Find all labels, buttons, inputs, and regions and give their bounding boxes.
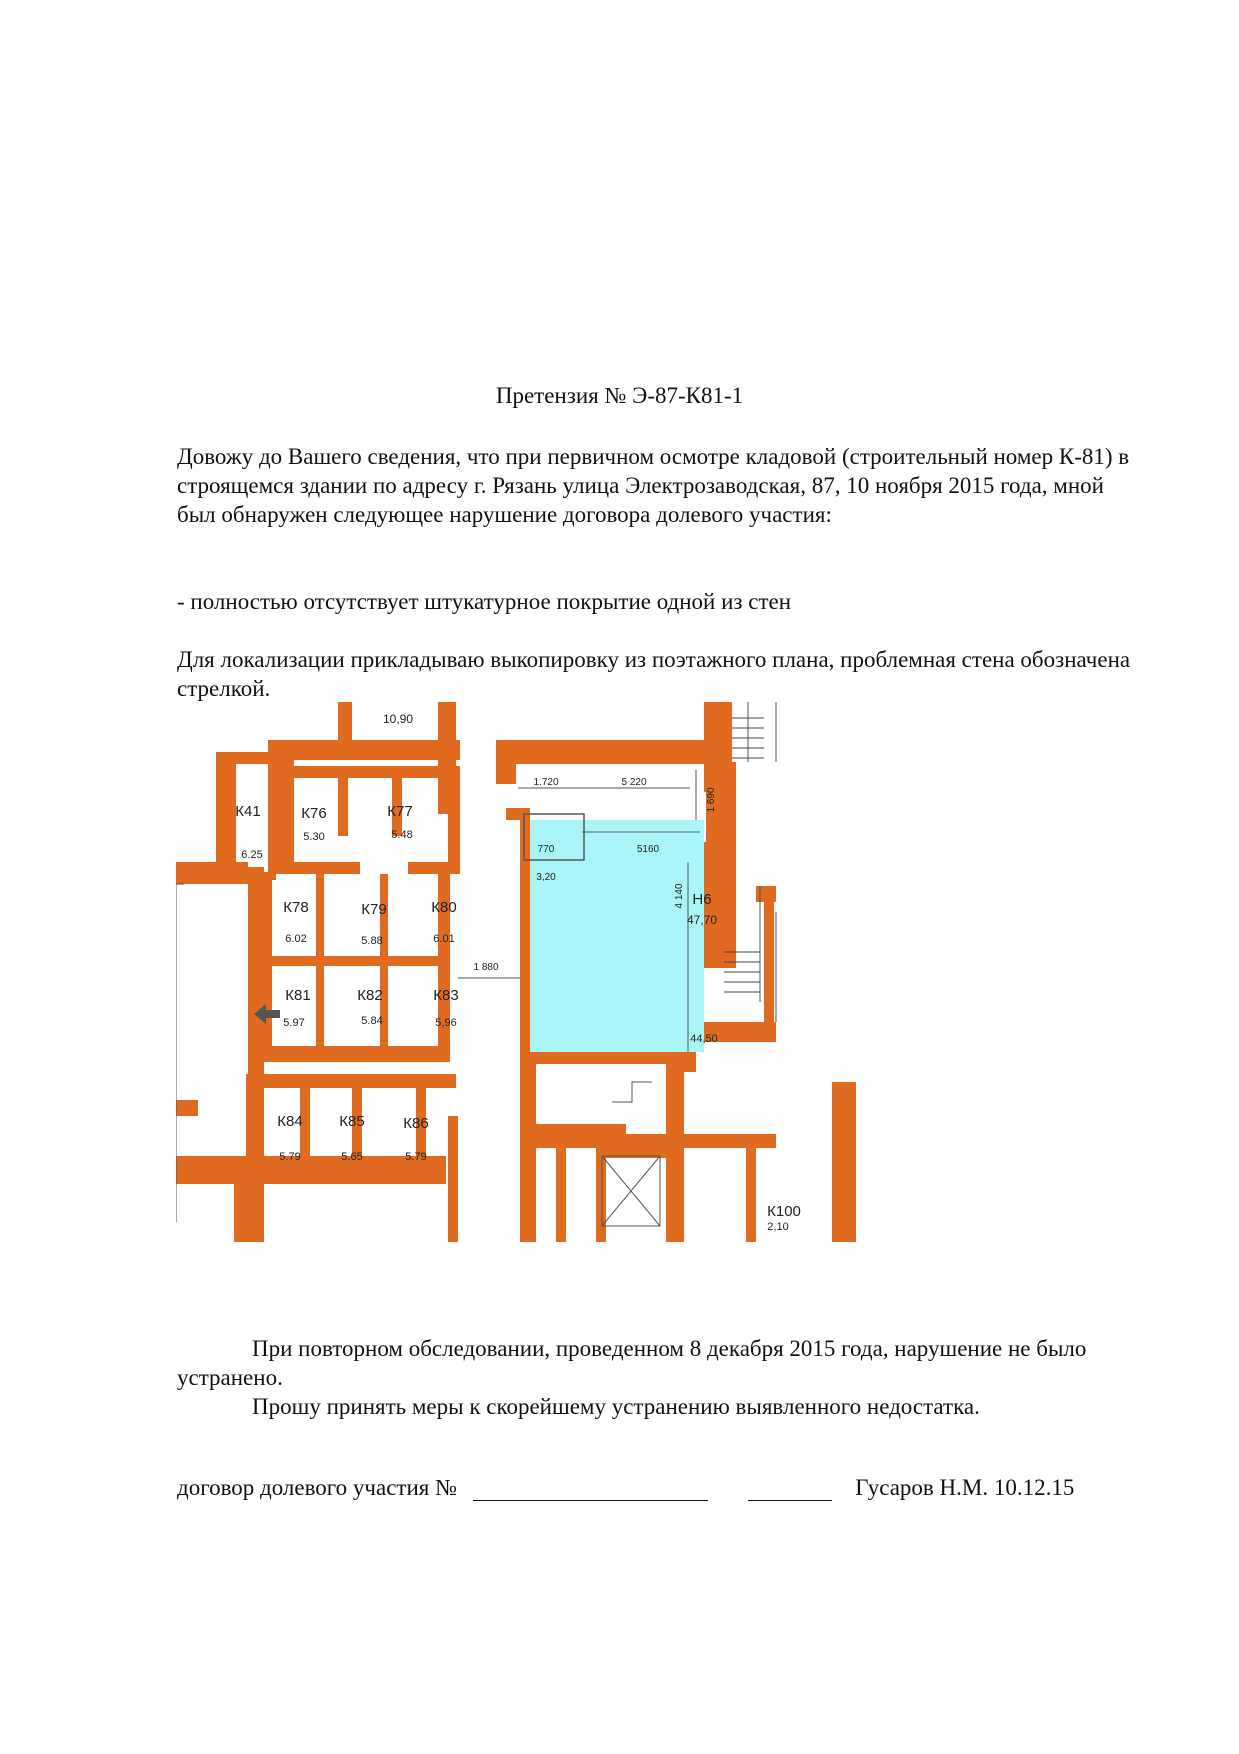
- room-k83-area: 5,96: [435, 1017, 457, 1029]
- room-k41-area: 6.25: [241, 849, 263, 861]
- room-k82-name: К82: [357, 987, 383, 1004]
- request-paragraph: Прошу принять меры к скорейшему устранению выявленного недостатка.: [252, 1394, 980, 1419]
- room-k83-name: К83: [433, 987, 459, 1004]
- signature-line: [177, 1475, 1137, 1501]
- dim-top-width: 10,90: [382, 712, 414, 726]
- room-k77-name: К77: [387, 803, 413, 820]
- room-k85-area: 5.65: [341, 1151, 363, 1163]
- room-k100-name: К100: [767, 1203, 801, 1220]
- room-k76-area: 5.30: [303, 831, 325, 843]
- room-k81-area: 5.97: [283, 1017, 305, 1029]
- document-title: Претензия № Э-87-К81-1: [495, 383, 744, 408]
- floor-plan: [176, 702, 856, 1242]
- room-k100-area: 2,10: [767, 1221, 789, 1233]
- room-k86-area: 5.79: [405, 1151, 427, 1163]
- room-k81-name: К81: [285, 987, 311, 1004]
- contract-number-blank: [473, 1478, 708, 1501]
- dim-5220: 5 220: [621, 777, 647, 788]
- dim-320: 3,20: [536, 872, 556, 883]
- room-n6-name: Н6: [692, 891, 712, 908]
- dim-1690: 1 690: [706, 787, 717, 813]
- dim-770: 770: [537, 844, 555, 855]
- violation-item: - полностью отсутствует штукатурное покрытие одной из стен: [177, 589, 792, 614]
- localization-paragraph: Для локализации прикладываю выкопировку из поэтажного плана, проблемная стена обозначена стрелкой.: [177, 647, 1131, 701]
- room-k79-name: К79: [361, 901, 387, 918]
- dim-5160: 5160: [636, 844, 660, 855]
- dim-1720: 1.720: [533, 777, 559, 788]
- room-k84-area: 5.79: [279, 1151, 301, 1163]
- room-k77-area: 5.48: [391, 829, 413, 841]
- room-k85-name: К85: [339, 1113, 365, 1130]
- contract-label: договор долевого участия №: [177, 1475, 458, 1500]
- signature-blank: [748, 1478, 832, 1501]
- room-k82-area: 5.84: [361, 1015, 383, 1027]
- room-k76-name: К76: [301, 805, 327, 822]
- room-n6-area: 47,70: [686, 913, 718, 927]
- floor-plan-drawing: [176, 702, 856, 1242]
- room-k80-name: К80: [431, 899, 457, 916]
- reinspection-paragraph: При повторном обследовании, проведенном 8 декабря 2015 года, нарушение не было устранено.: [177, 1336, 1087, 1390]
- dim-1880: 1 880: [473, 962, 499, 973]
- room-k80-area: 6.01: [433, 933, 455, 945]
- room-n6-sub-area: 44,50: [690, 1033, 718, 1045]
- room-k79-area: 5.88: [361, 935, 383, 947]
- dim-4140: 4 140: [674, 883, 685, 909]
- room-k78-name: К78: [283, 899, 309, 916]
- signature-name-date: Гусаров Н.М. 10.12.15: [855, 1475, 1075, 1500]
- room-k78-area: 6.02: [285, 933, 307, 945]
- room-k84-name: К84: [277, 1113, 303, 1130]
- intro-paragraph: Довожу до Вашего сведения, что при первичном осмотре кладовой (строительный номер К-81) в строящемся здании по адресу г. Рязань улица Электрозаводская, 87, 10 ноября 2015 года, мной был обнаружен следующее нарушение договора долевого участия:: [177, 444, 1130, 527]
- room-k41-name: К41: [235, 803, 261, 820]
- room-k86-name: К86: [403, 1115, 429, 1132]
